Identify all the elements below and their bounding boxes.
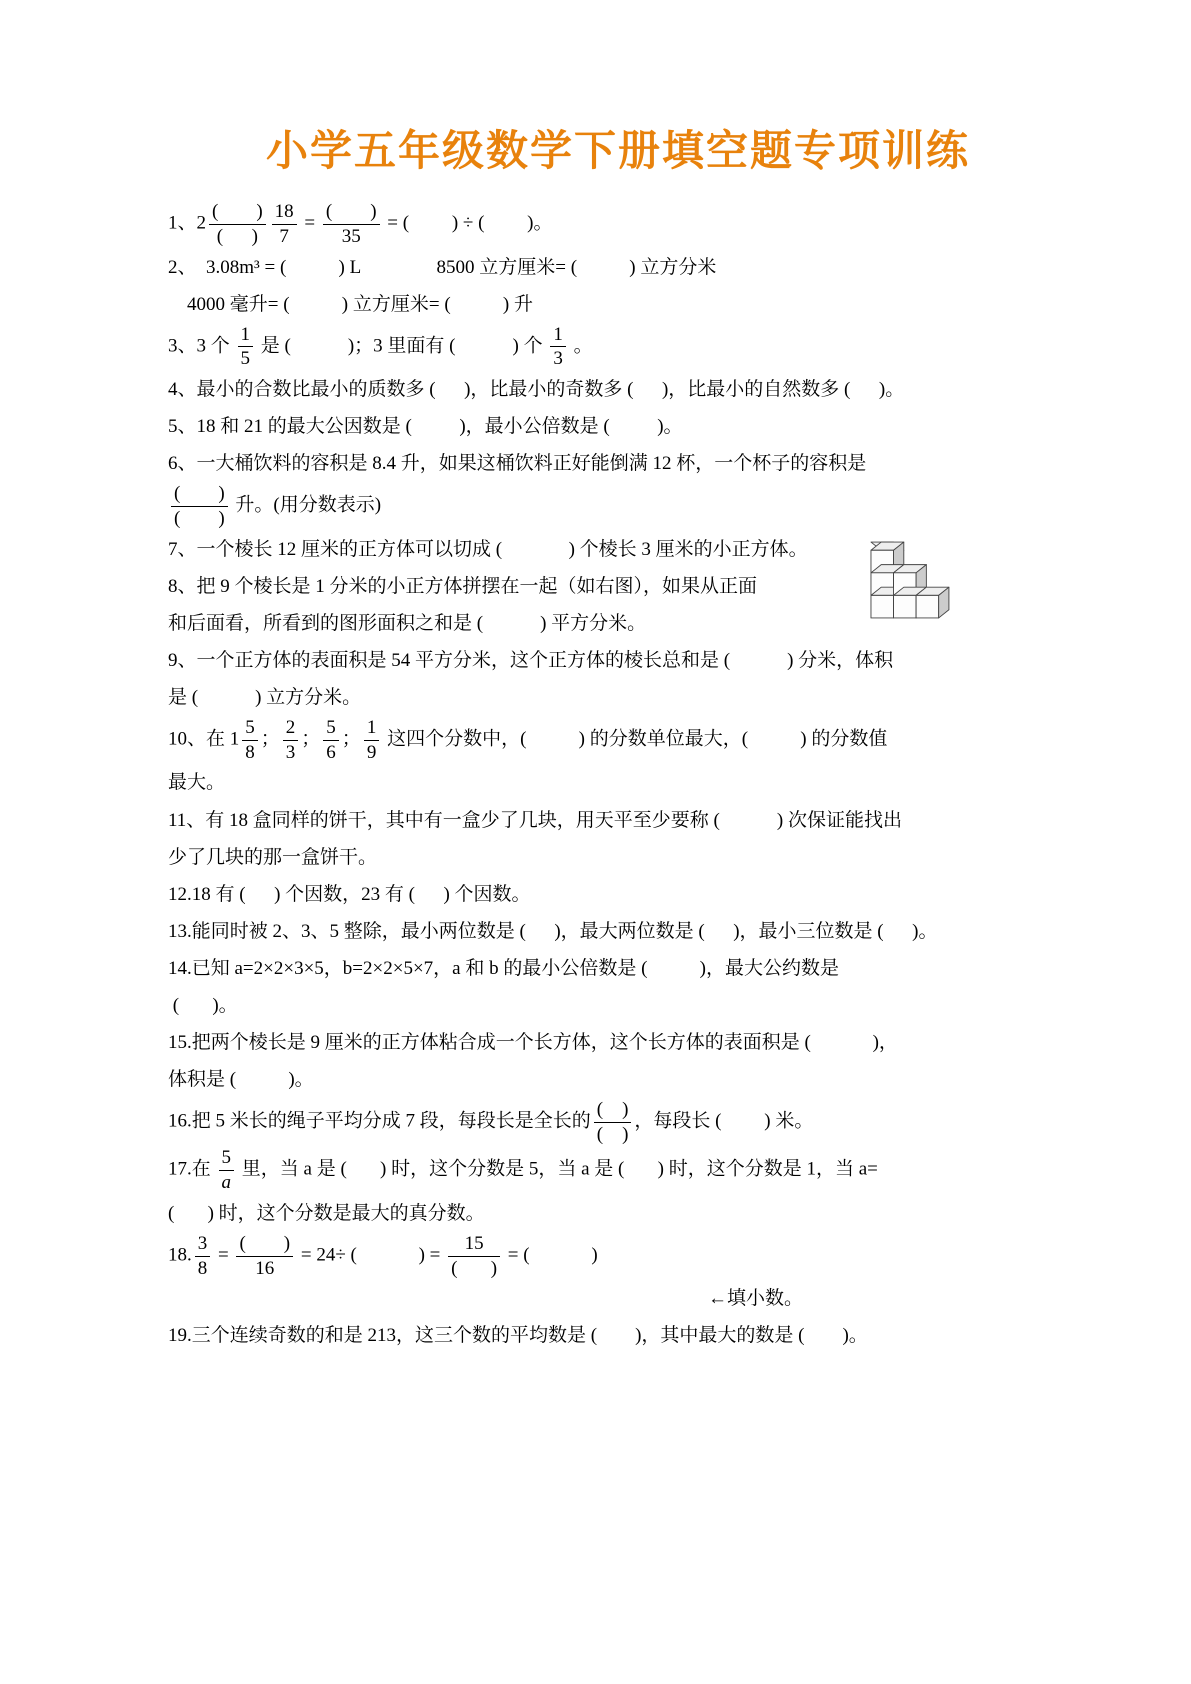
text-segment: 15.把两个棱长是 9 厘米的正方体粘合成一个长方体，这个长方体的表面积是 ( )， [168, 1031, 898, 1053]
text-segment: = [299, 212, 320, 234]
fraction: $\frac{15}{( )}$ [448, 1232, 500, 1281]
text-segment: = 24÷ ( ) = [296, 1244, 446, 1266]
text-segment: 8、把 9 个棱长是 1 分米的小正方体拼摆在一起（如右图），如果从正面 [168, 575, 758, 597]
text-segment: 4000 毫升= ( ) 立方厘米= ( ) 升 [168, 293, 533, 315]
text-segment: 19.三个连续奇数的和是 213，这三个数的平均数是 ( )，其中最大的数是 ( )。 [168, 1325, 868, 1347]
fraction: $\frac{5}{8}$ [242, 716, 258, 765]
question-14 [168, 950, 1068, 1024]
text-segment: ； [260, 728, 280, 750]
text-segment: ，每段长 ( ) 米。 [634, 1110, 814, 1132]
question-12 [168, 876, 1068, 913]
fraction: $\frac{( )}{( )}$ [594, 1098, 632, 1147]
text-segment: 3、3 个 [168, 335, 235, 357]
fraction: $\frac{( )}{16}$ [236, 1232, 293, 1281]
text-segment: ； [341, 728, 361, 750]
question-5 [168, 408, 1068, 445]
question-3 [168, 323, 1068, 372]
question-4 [168, 371, 1068, 408]
question-9 [168, 642, 1068, 716]
text-segment: 。 [568, 335, 593, 357]
text-segment: 少了几块的那一盒饼干。 [168, 846, 378, 868]
question-10 [168, 716, 1068, 802]
question-1 [168, 200, 1068, 249]
text-segment: 升。(用分数表示) [230, 494, 382, 516]
fraction: $\frac{( )}{( )}$ [171, 482, 228, 531]
text-segment: 9、一个正方体的表面积是 54 平方分米，这个正方体的棱长总和是 ( ) 分米，体积 [168, 649, 894, 671]
text-segment: = [213, 1244, 234, 1266]
text-segment: 是 ( ) 立方分米。 [168, 686, 362, 708]
question-15 [168, 1024, 1068, 1098]
question-6 [168, 445, 1068, 531]
question-16 [168, 1098, 1068, 1147]
text-segment: ( )。 [168, 994, 238, 1016]
text-segment: 4、最小的合数比最小的质数多 ( )，比最小的奇数多 ( )，比最小的自然数多 ( )。 [168, 379, 905, 401]
text-segment: 最大。 [168, 772, 226, 794]
fraction: $\frac{1}{9}$ [364, 716, 380, 765]
text-segment: ( ) 时，这个分数是最大的真分数。 [168, 1202, 485, 1224]
text-segment: ←填小数。 [708, 1288, 804, 1310]
question-11 [168, 802, 1068, 876]
worksheet-content [168, 118, 1068, 1355]
question-19 [168, 1317, 1068, 1354]
fraction: $\frac{18}{7}$ [272, 200, 297, 249]
text-segment: 里，当 a 是 ( ) 时，这个分数是 5，当 a 是 ( ) 时，这个分数是 1，当 a= [237, 1159, 878, 1180]
cube-stack-icon [866, 540, 958, 620]
questions-list [168, 200, 1068, 1355]
text-segment: 14.已知 a=2×2×3×5，b=2×2×5×7，a 和 b 的最小公倍数是 ( )，最大公约数是 [168, 957, 839, 979]
fraction: $\frac{5}{6}$ [323, 716, 339, 765]
text-segment: 这四个分数中，( ) 的分数单位最大，( ) 的分数值 [382, 728, 888, 750]
text-segment: 1、2 [168, 212, 207, 234]
text-segment: 17.在 [168, 1159, 216, 1180]
fraction: $\frac{1}{5}$ [238, 323, 254, 372]
text-segment: 10、在 1 [168, 728, 240, 750]
text-segment: 7、一个棱长 12 厘米的正方体可以切成 ( ) 个棱长 3 厘米的小正方体。 [168, 538, 808, 560]
cube-stack-figure [866, 540, 958, 620]
worksheet-title: 小学五年级数学下册填空题专项训练 [265, 129, 970, 175]
fraction: $\frac{5}{a}$ [219, 1146, 235, 1195]
text-segment: 12.18 有 ( ) 个因数，23 有 ( ) 个因数。 [168, 883, 531, 905]
text-segment: 2、 3.08m³ = ( ) L 8500 立方厘米= ( ) 立方分米 [168, 256, 717, 278]
text-segment: = ( ) ÷ ( )。 [382, 212, 553, 234]
text-segment: 体积是 ( )。 [168, 1068, 314, 1090]
fraction: $\frac{2}{3}$ [283, 716, 299, 765]
question-18 [168, 1232, 1068, 1318]
text-segment: = ( ) [503, 1244, 598, 1266]
question-13 [168, 913, 1068, 950]
text-segment: 6、一大桶饮料的容积是 8.4 升，如果这桶饮料正好能倒满 12 杯，一个杯子的容积是 [168, 453, 867, 475]
text-segment: 13.能同时被 2、3、5 整除，最小两位数是 ( )，最大两位数是 ( )，最小三位数是 ( )。 [168, 920, 938, 942]
fraction: $\frac{( )}{35}$ [323, 200, 380, 249]
text-segment: 和后面看，所看到的图形面积之和是 ( ) 平方分米。 [168, 612, 647, 634]
question-2 [168, 249, 1068, 323]
text-segment: 16.把 5 米长的绳子平均分成 7 段，每段长是全长的 [168, 1110, 591, 1132]
question-17 [168, 1146, 1068, 1232]
text-segment: ； [301, 728, 321, 750]
fraction: $\frac{1}{3}$ [550, 323, 566, 372]
fraction: $\frac{3}{8}$ [195, 1232, 211, 1281]
text-segment: 5、18 和 21 的最大公因数是 ( )，最小公倍数是 ( )。 [168, 416, 683, 438]
text-segment: 是 ( )；3 里面有 ( ) 个 [256, 335, 548, 357]
text-segment: 11、有 18 盒同样的饼干，其中有一盒少了几块，用天平至少要称 ( ) 次保证能找出 [168, 809, 902, 831]
text-segment: 18. [168, 1244, 192, 1266]
fraction: $\frac{( )}{( )}$ [209, 200, 266, 249]
